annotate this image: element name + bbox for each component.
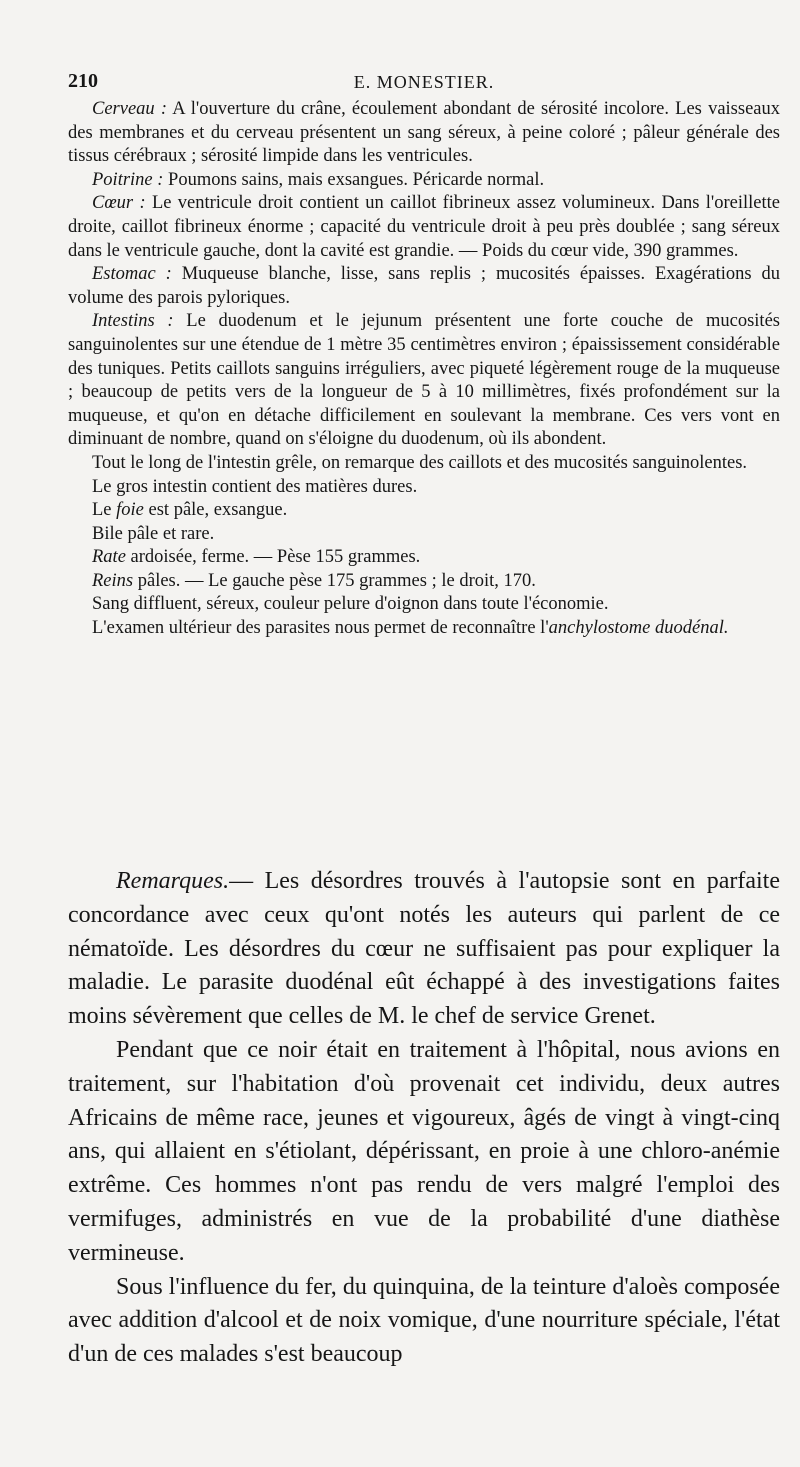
italic-word: foie [116, 500, 144, 521]
paragraph-text: Poumons sains, mais exsangues. Péricarde normal. [163, 169, 545, 190]
section-label: Poitrine : [92, 169, 164, 190]
section-label: Estomac : [92, 264, 172, 285]
section-label: Cerveau : [92, 99, 168, 119]
paragraph-text: A l'ouverture du crâne, écoulement abondant de sérosité incolore. Les vaisseaux des membranes et du cerveau présentent un sang séreux, à peine coloré ; pâleur générale des tissus cérébraux ; sérosité limpide dans les ventricules. [68, 99, 781, 167]
paragraph-text: L'examen ultérieur des parasites nous permet de reconnaître l' [92, 618, 549, 639]
paragraph-foie [68, 499, 780, 523]
section-label: Intestins : [92, 311, 174, 332]
paragraph-remarques [68, 865, 780, 1034]
paragraph-text: — Les désordres trouvés à l'autopsie sont en parfaite concordance avec ceux qu'ont notés les auteurs qui parlent de ce nématoïde. Les désordres du cœur ne suffisaient pas pour expliquer la maladie. Le parasite duodénal eût échappé à des investigations faites moins sévèrement que celles de M. le chef de service Grenet. [68, 868, 780, 1030]
paragraph-text: ardoisée, ferme. — Pèse 155 grammes. [125, 547, 421, 568]
paragraph-sang [68, 593, 780, 617]
paragraph-traitement [68, 1034, 780, 1271]
paragraph-coeur [68, 192, 780, 263]
paragraph-text: pâles. — Le gauche pèse 175 grammes ; le droit, 170. [133, 570, 536, 591]
paragraph-text: Bile pâle et rare. [92, 523, 215, 544]
remarks-label: Remarques. [116, 868, 230, 894]
paragraph-text-pre: Le [92, 500, 117, 521]
paragraph-gros-intestin [68, 476, 780, 500]
paragraph-text: Tout le long de l'intestin grêle, on remarque des caillots et des mucosités sanguinolentes. [92, 452, 748, 473]
section-label: Reins [92, 570, 134, 591]
paragraph-text: Le gros intestin contient des matières dures. [92, 476, 418, 497]
paragraph-influence [68, 1271, 780, 1372]
paragraph-text: Le duodenum et le jejunum présentent une forte couche de mucosités sanguinolentes sur une étendue de 1 mètre 35 centimètres environ ; épaississement considérable des tuniques. Petits caillots sanguins irréguliers, avec piqueté légèrement rouge de la muqueuse ; beaucoup de petits vers de la longueur de 5 à 10 millimètres, fixés profondément sur la muqueuse, et qu'on en détache difficilement en soulevant la membrane. Ces vers vont en diminuant de nombre, quand on s'éloigne du duodenum, où ils abondent. [68, 311, 780, 450]
paragraph-text: Le ventricule droit contient un caillot fibrineux assez volumineux. Dans l'oreillette droite, caillot fibrineux énorme ; capacité du ventricule droit à peu près doublée ; sang séreux dans le ventricule gauche, dont la cavité est grandie. — Poids du cœur vide, 390 grammes. [68, 193, 781, 261]
page-header [68, 70, 780, 100]
remarks-section [68, 865, 780, 1372]
paragraph-rate [68, 546, 780, 570]
section-label: Rate [92, 547, 126, 568]
paragraph-poitrine [68, 169, 780, 193]
paragraph-text: Muqueuse blanche, lisse, sans replis ; mucosités épaisses. Exagérations du volume des parois pyloriques. [68, 264, 780, 308]
page-number: 210 [68, 70, 98, 92]
paragraph-text: est pâle, exsangue. [143, 500, 288, 521]
section-label: Cœur : [92, 193, 146, 214]
running-title: E. MONESTIER. [353, 72, 495, 92]
paragraph-estomac [68, 263, 780, 310]
paragraph-examen [68, 617, 780, 641]
paragraph-text: Sous l'influence du fer, du quinquina, de la teinture d'aloès composée avec addition d'alcool et de noix vomique, d'une nourriture spéciale, l'état d'un de ces malades s'est beaucoup [68, 1273, 780, 1368]
paragraph-reins [68, 570, 780, 594]
autopsy-findings [68, 98, 780, 641]
paragraph-intestins [68, 310, 780, 452]
paragraph-text: Sang diffluent, séreux, couleur pelure d'oignon dans toute l'économie. [92, 594, 609, 615]
paragraph-intestin-grele [68, 452, 780, 476]
paragraph-bile [68, 523, 780, 547]
paragraph-text: Pendant que ce noir était en traitement à l'hôpital, nous avions en traitement, sur l'habitation d'où provenait cet individu, deux autres Africains de même race, jeunes et vigoureux, âgés de vingt à vingt-cinq ans, qui allaient en s'étiolant, dépérissant, en proie à une chloro-anémie extrême. Ces hommes n'ont pas rendu de vers malgré l'emploi des vermifuges, administrés en vue de la probabilité d'une diathèse vermineuse. [68, 1036, 780, 1266]
paragraph-cerveau [68, 98, 780, 169]
italic-term: anchylostome duodénal. [548, 618, 729, 639]
